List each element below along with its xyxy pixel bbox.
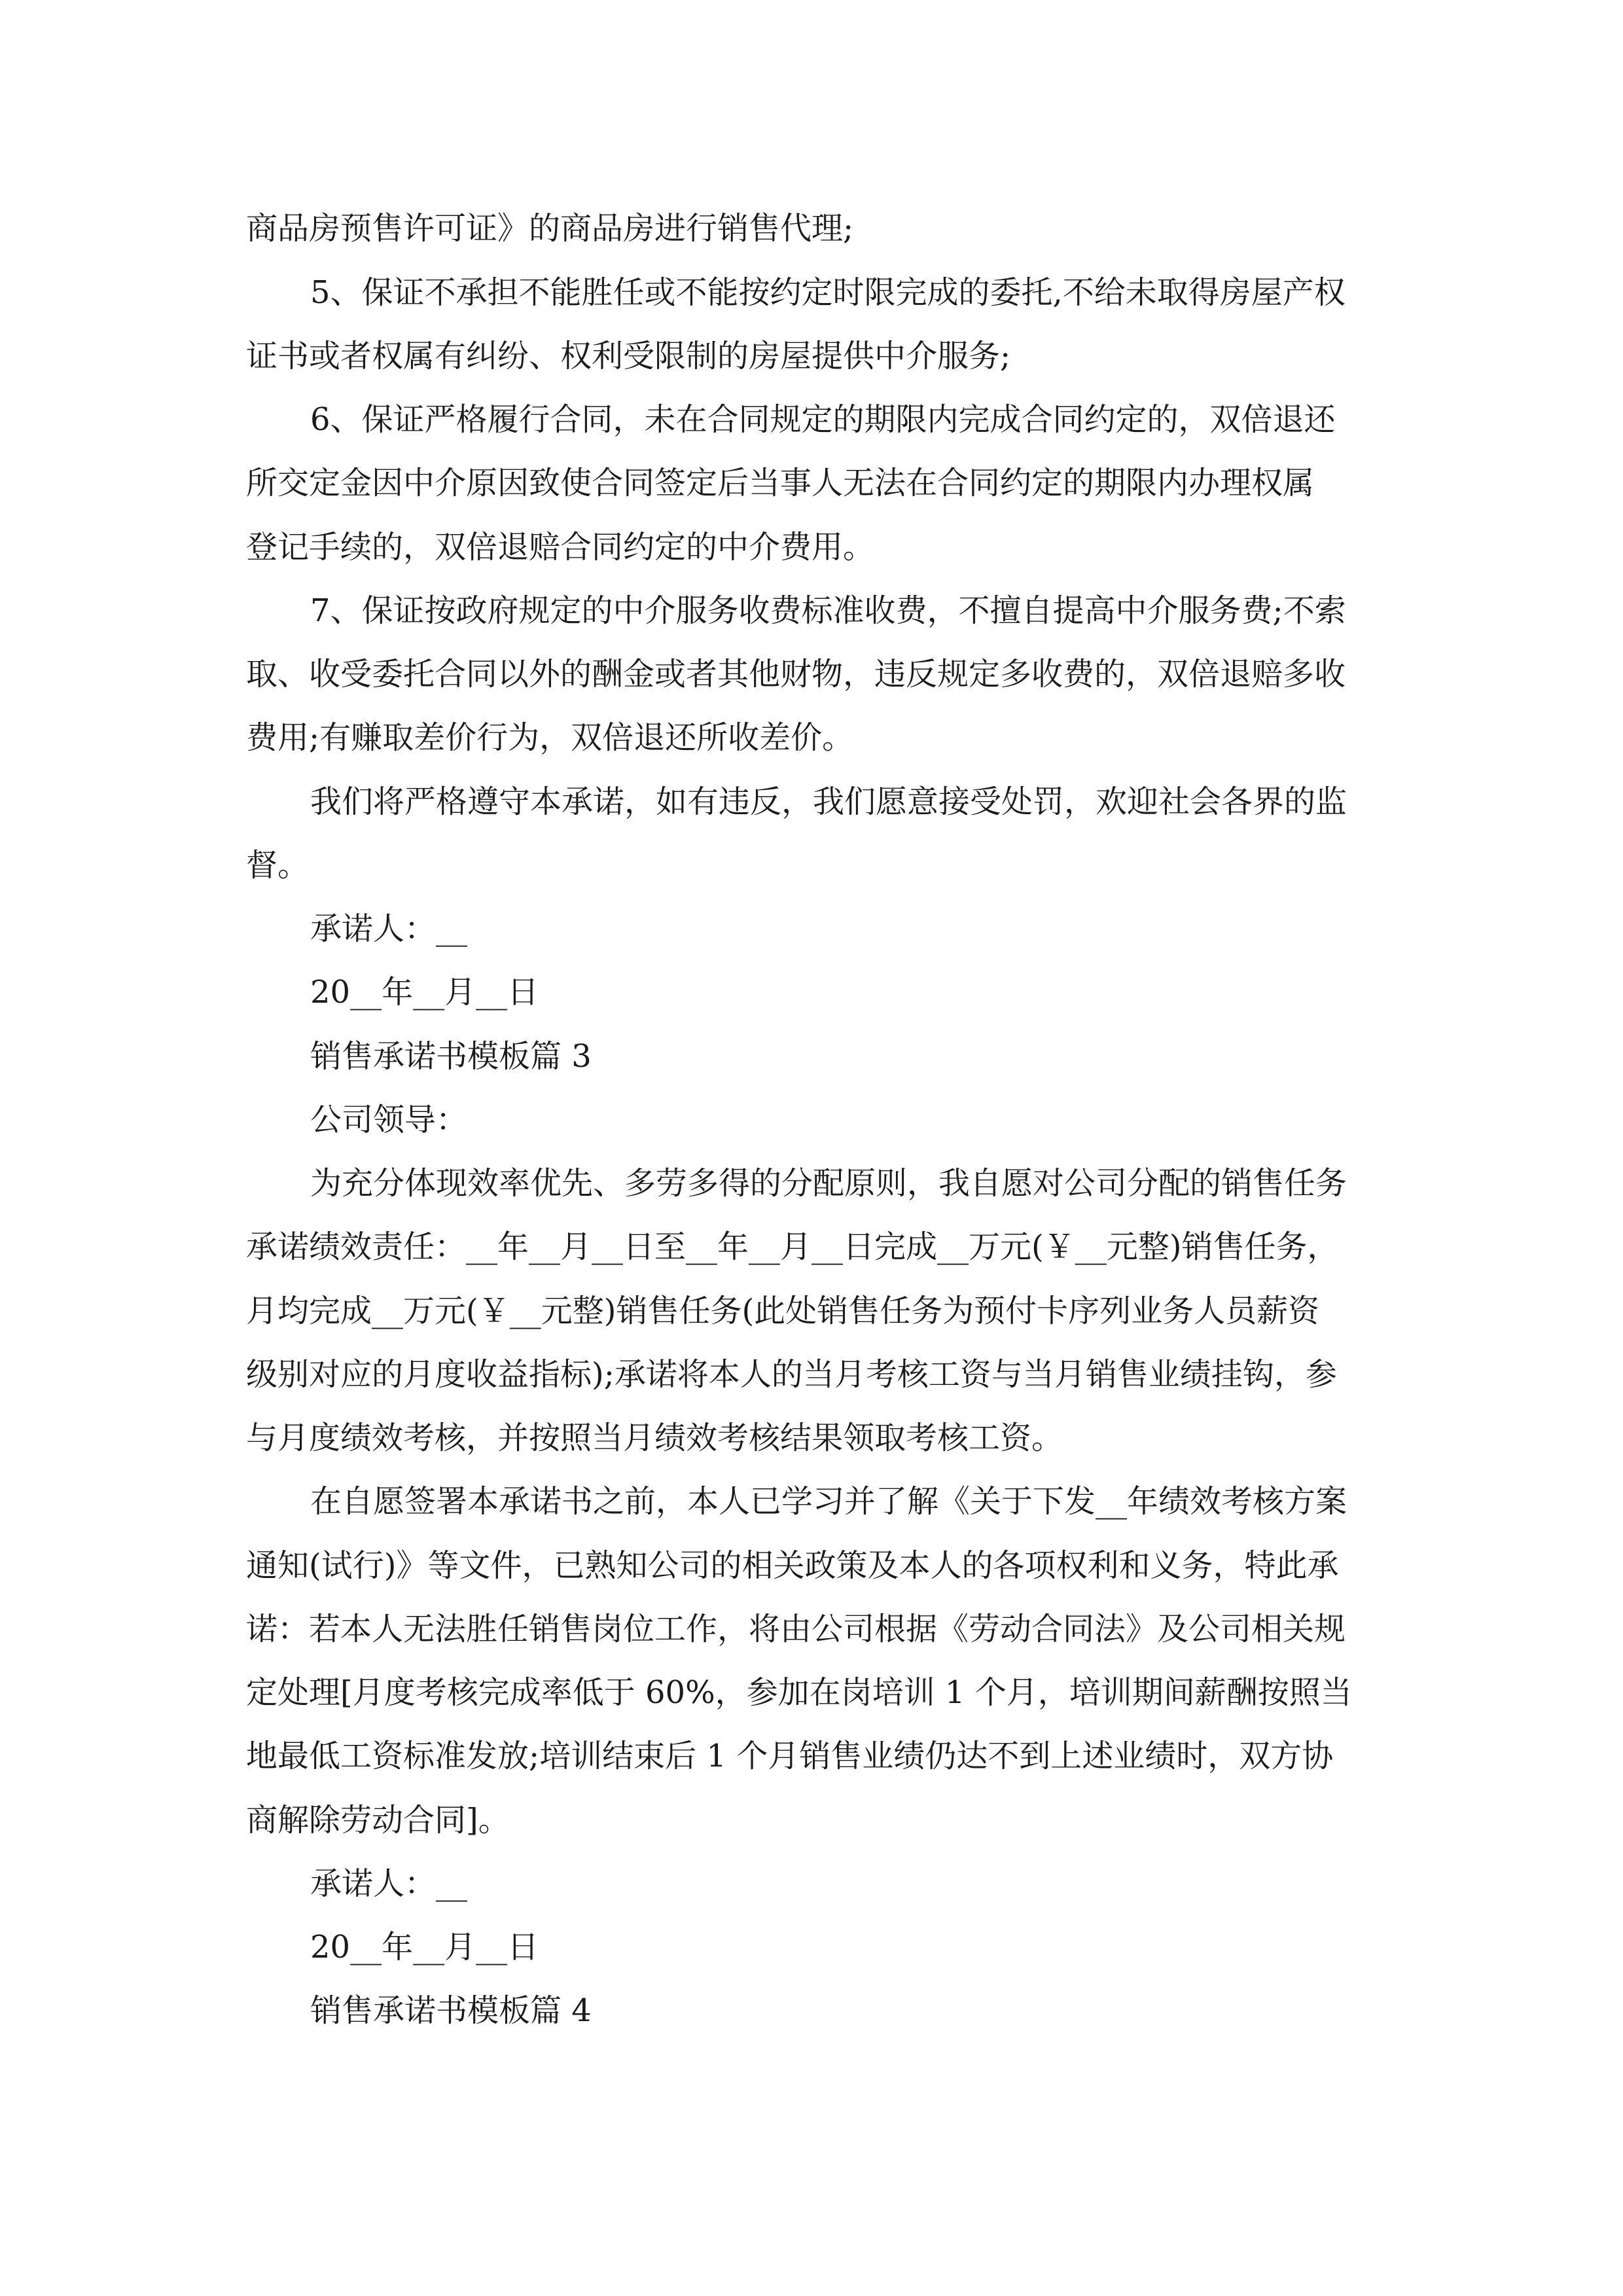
text-line: 级别对应的月度收益指标);承诺将本人的当月考核工资与当月销售业绩挂钩，参 — [246, 1356, 1337, 1393]
text-line: 地最低工资标准发放;培训结束后 1 个月销售业绩仍达不到上述业绩时，双方协 — [246, 1738, 1334, 1774]
section-heading: 销售承诺书模板篇 4 — [310, 1992, 592, 2029]
text-line: 承诺绩效责任：__年__月__日至__年__月__日完成__万元(￥__元整)销售任务， — [246, 1229, 1339, 1265]
text-line: 月均完成__万元(￥__元整)销售任务(此处销售任务为预付卡序列业务人员薪资 — [246, 1293, 1320, 1329]
text-line: 5、保证不承担不能胜任或不能按约定时限完成的委托,不给未取得房屋产权 — [310, 274, 1346, 311]
signer-label: 承诺人：__ — [310, 1865, 468, 1902]
text-line: 商品房预售许可证》的商品房进行销售代理; — [246, 210, 854, 247]
text-line: 诺：若本人无法胜任销售岗位工作，将由公司根据《劳动合同法》及公司相关规 — [246, 1611, 1346, 1647]
date-line: 20__年__月__日 — [310, 1929, 539, 1965]
text-line: 7、保证按政府规定的中介服务收费标准收费，不擅自提高中介服务费;不索 — [310, 592, 1346, 629]
text-line: 定处理[月度考核完成率低于 60%，参加在岗培训 1 个月，培训期间薪酬按照当 — [246, 1674, 1352, 1711]
text-line: 我们将严格遵守本承诺，如有违反，我们愿意接受处罚，欢迎社会各界的监 — [310, 783, 1347, 820]
text-line: 为充分体现效率优先、多劳多得的分配原则，我自愿对公司分配的销售任务 — [310, 1165, 1347, 1202]
text-line: 所交定金因中介原因致使合同签定后当事人无法在合同约定的期限内办理权属 — [246, 465, 1315, 501]
text-line: 登记手续的，双倍退赔合同约定的中介费用。 — [246, 529, 875, 565]
section-heading: 销售承诺书模板篇 3 — [310, 1038, 592, 1075]
text-line: 商解除劳动合同]。 — [246, 1802, 510, 1839]
text-line: 通知(试行)》等文件，已熟知公司的相关政策及本人的各项权利和义务，特此承 — [246, 1547, 1339, 1584]
date-line: 20__年__月__日 — [310, 974, 539, 1011]
text-line: 证书或者权属有纠纷、权利受限制的房屋提供中介服务; — [246, 338, 1011, 374]
text-line: 6、保证严格履行合同，未在合同规定的期限内完成合同约定的，双倍退还 — [310, 401, 1336, 438]
text-line: 与月度绩效考核，并按照当月绩效考核结果领取考核工资。 — [246, 1420, 1063, 1456]
text-line: 取、收受委托合同以外的酬金或者其他财物，违反规定多收费的，双倍退赔多收 — [246, 656, 1346, 692]
salutation: 公司领导： — [310, 1102, 468, 1138]
signer-label: 承诺人：__ — [310, 910, 468, 947]
text-line: 在自愿签署本承诺书之前，本人已学习并了解《关于下发__年绩效考核方案 — [310, 1483, 1347, 1520]
text-line: 督。 — [246, 847, 310, 884]
text-line: 费用;有赚取差价行为，双倍退还所收差价。 — [246, 719, 854, 756]
